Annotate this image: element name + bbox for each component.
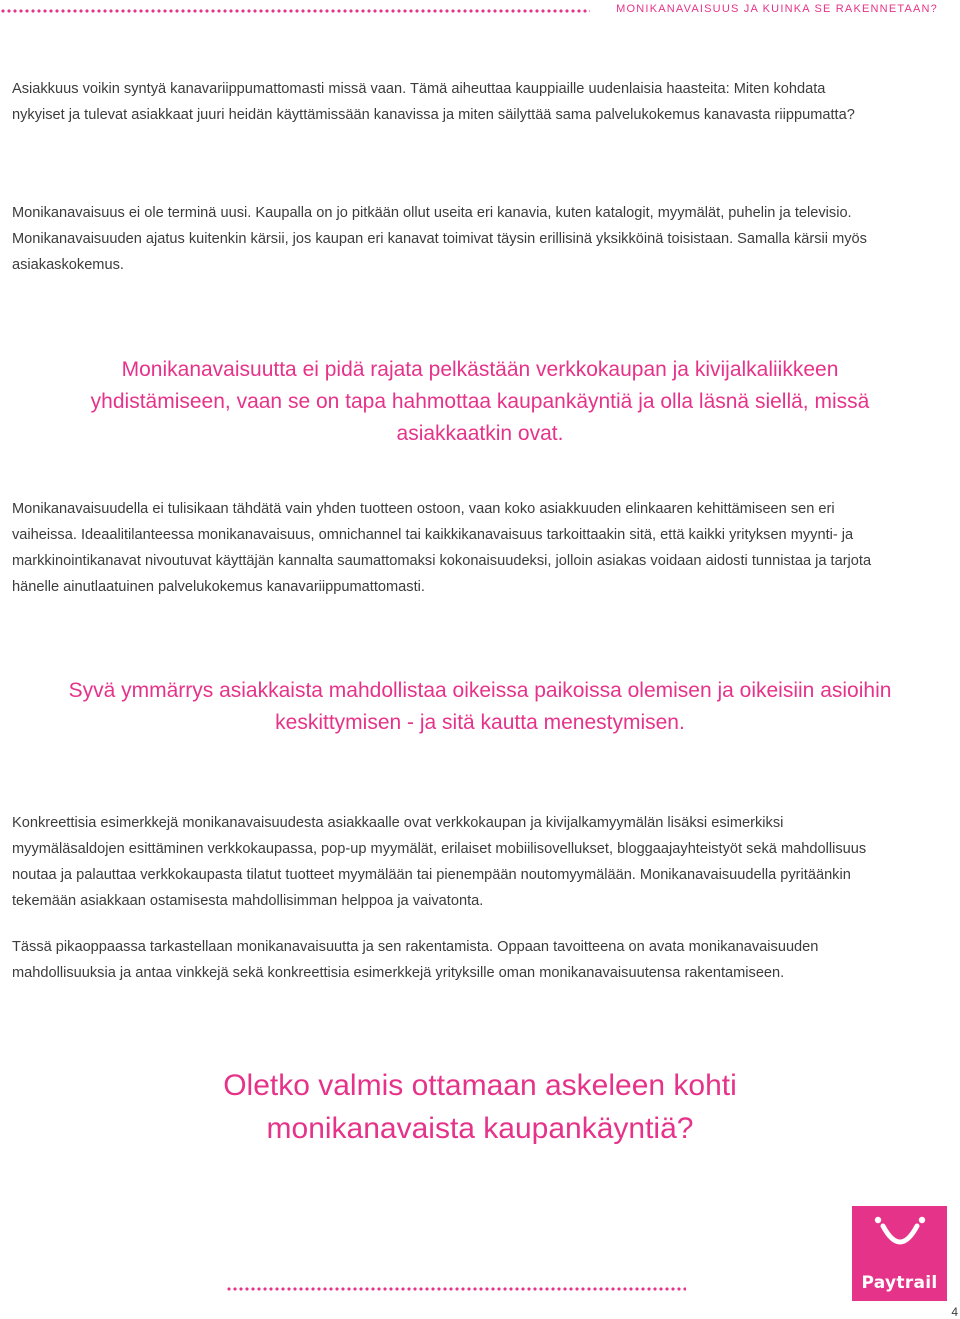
header-dots-divider xyxy=(0,8,590,14)
header-title: MONIKANAVAISUUS JA KUINKA SE RAKENNETAAN? xyxy=(616,3,938,15)
paragraph-history: Monikanavaisuus ei ole terminä uusi. Kaupalla on jo pitkään ollut useita eri kanavia, kuten katalogit, myymälät, puhelin ja televisio. Monikanavaisuuden ajatus kuitenkin kärsii, jos kaupan eri kanavat toimivat täysin erillisinä yksikköinä toisistaan. Samalla kärsii myös asiakaskokemus. xyxy=(12,205,867,273)
logo-text: Paytrail xyxy=(861,1273,938,1293)
pull-quote-2 xyxy=(0,675,960,739)
call-to-action-heading xyxy=(0,1064,960,1150)
paragraph-lifecycle: Monikanavaisuudella ei tulisikaan tähdätä vain yhden tuotteen ostoon, vaan koko asiakkuuden elinkaaren kehittämiseen sen eri vaiheissa. Ideaalitilanteessa monikanavaisuus, omnichannel tai kaikkikanavaisuus tarkoittaakin sitä, että kaikki yrityksen myynti- ja markkinointikanavat nivoutuvat käyttäjän kannalta saumattomaksi kokonaisuudeksi, jolloin asiakas voidaan aidosti tunnistaa ja tarjota hänelle ainutlaatuinen palvelukokemus kanavariippumattomasti. xyxy=(12,501,872,595)
paragraph-intro: Asiakkuus voikin syntyä kanavariippumattomasti missä vaan. Tämä aiheuttaa kauppiaille uudenlaisia haasteita: Miten kohdata nykyiset ja tulevat asiakkaat juuri heidän käyttämissään kanavissa ja miten säilyttää sama palvelukokemus kanavasta riippumatta? xyxy=(12,81,855,123)
pull-quote-1: Monikanavaisuutta ei pidä rajata pelkästään verkkokaupan ja kivijalkaliikkeen yhdistämiseen, vaan se on tapa hahmottaa kaupankäyntiä ja olla läsnä siellä, missä asiakkaatkin ovat. xyxy=(90,358,870,445)
paytrail-logo xyxy=(852,1206,947,1301)
call-to-action-line-1: Oletko valmis ottamaan askeleen kohti xyxy=(223,1069,737,1102)
pull-quote-2-line-1: Syvä ymmärrys asiakkaista mahdollistaa oikeissa paikoissa olemisen ja oikeisiin asioihin xyxy=(68,679,892,702)
call-to-action-line-2: monikanavaista kaupankäyntiä? xyxy=(266,1112,694,1145)
paragraph-guide: Tässä pikaoppaassa tarkastellaan monikanavaisuutta ja sen rakentamista. Oppaan tavoitteena on avata monikanavaisuuden mahdollisuuksia ja antaa vinkkejä sekä konkreettisia esimerkkejä yrityksille oman monikanavaisuutensa rakentamiseen. xyxy=(12,939,819,981)
shopping-bag-smile-icon xyxy=(874,1214,926,1254)
paragraph-examples: Konkreettisia esimerkkejä monikanavaisuudesta asiakkaalle ovat verkkokaupan ja kivijalkamyymälän lisäksi esimerkiksi myymäläsaldojen esittäminen verkkokaupassa, pop-up myymälät, erilaiset mobiilisovellukset, bloggaajayhteistyöt sekä mahdollisuus noutaa ja palauttaa verkkokaupasta tilatut tuotteet myymälään tai pienempään noutomyymälään. Monikanavaisuudella pyritäänkin tekemään asiakkaan ostamisesta mahdollisimman helppoa ja vaivatonta. xyxy=(12,815,867,909)
pull-quote-2-line-2: keskittymisen - ja sitä kautta menestymisen. xyxy=(275,711,685,734)
footer-dots-divider xyxy=(226,1286,686,1292)
page-number: 4 xyxy=(951,1305,958,1319)
